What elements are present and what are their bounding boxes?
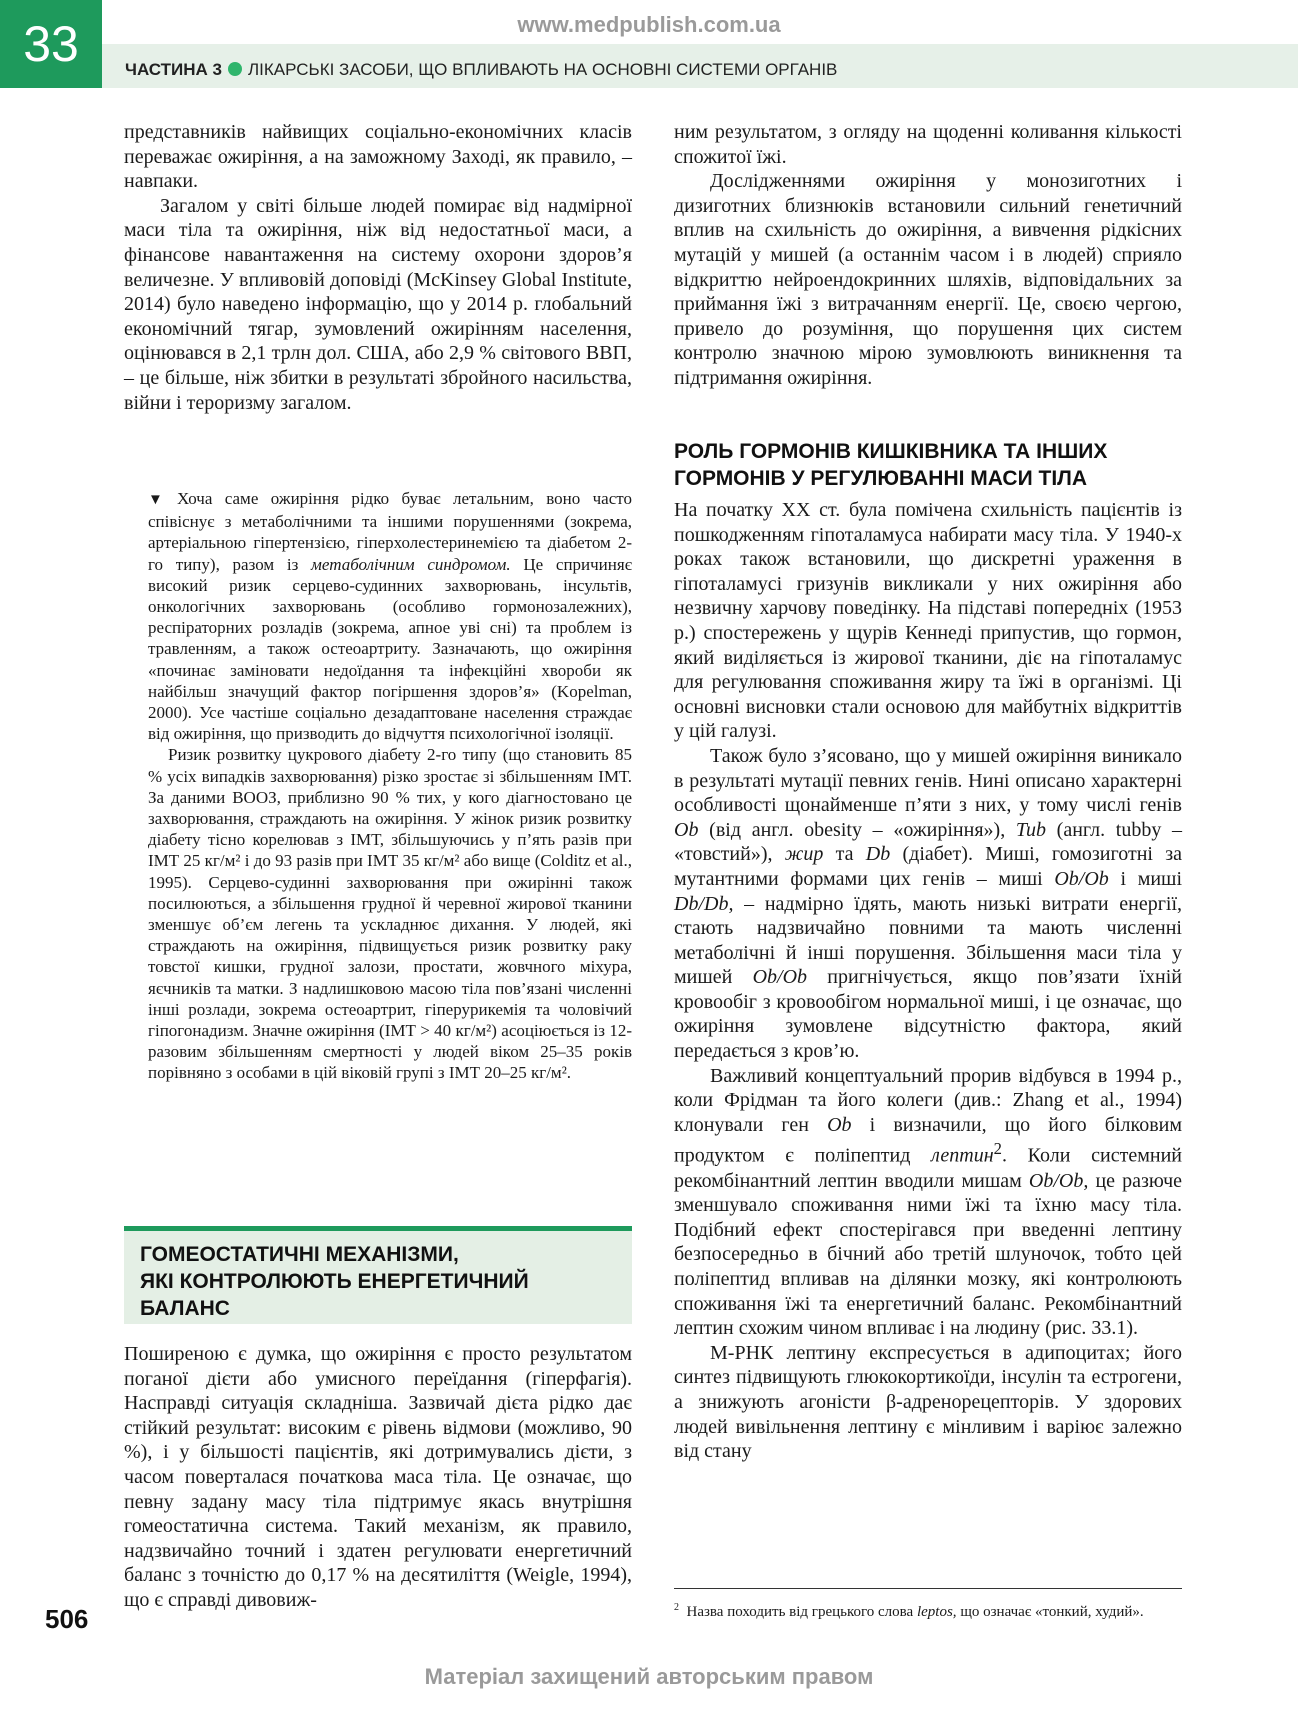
footnote-number: 2 [674, 1602, 679, 1613]
watermark-bottom: Матеріал захищений авторським правом [424, 1664, 874, 1689]
right-section-heading [674, 438, 1182, 492]
running-head-title: ЛІКАРСЬКІ ЗАСОБИ, ЩО ВПЛИВАЮТЬ НА ОСНОВНІ СИСТЕМИ ОРГАНІВ [248, 60, 838, 79]
right-heading-line-1: РОЛЬ ГОРМОНІВ КИШКІВНИКА ТА ІНШИХ [674, 440, 1108, 463]
right-paragraph-6: М-РНК лептину експресується в адипоцитах; його синтез підвищують глюкокортикоїди, інсулін та естрогени, а знижують агоністи β-адренорецепторів. У здорових людей вивільнення лептину є мінливим і варіює залежно від стану [674, 1341, 1182, 1463]
left-paragraph-2: Загалом у світі більше людей помирає від надмірної маси тіла та ожиріння, ніж від недостатньої маси, а фінансове навантаження на систему охорони здоров’я величезне. У впливовій доповіді (McKinsey Global Institute, 2014) було наведено інформацію, що у 2014 р. глобальний економічний тягар, зумовлений ожирінням населення, оцінювався в 2,1 трлн дол. США, або 2,9 % світового ВВП, – це більше, ніж збитки в результаті збройного насильства, війни і тероризму загалом. [124, 194, 632, 414]
bullet-dot-icon [228, 62, 242, 76]
footnote-divider [674, 1588, 1182, 1589]
right-heading-line-2: ГОРМОНІВ У РЕГУЛЮВАННІ МАСИ ТІЛА [674, 467, 1088, 490]
watermark-top: www.medpublish.com.ua [517, 12, 781, 37]
section-heading-box [124, 1226, 632, 1324]
note-paragraph-1: ▼ Хоча саме ожиріння рідко буває летальним, воно часто співіснує з метаболічними та іншими порушеннями (зокрема, артеріальною гіпертензією, гіперхолестеринемією та діабетом 2-го типу), разом із метаболічним синдромом. Це спричиняє високий ризик серцево-судинних захворювань, інсультів, онкологічних захворювань (особливо гормонозалежних), респіраторних розладів (зокрема, апное уві сні) та проблем із травленням, а також остеоартриту. Зазначають, що ожиріння «починає заміновати недоїдання та інфекційні хвороби як найбільш значущий фактор погіршення здоров’я» (Kopelman, 2000). Усе частіше соціально дезадаптоване населення страждає від ожиріння, що призводить до відчуття психологічної ізоляції. [148, 489, 632, 744]
note-italic-term: метаболічним синдромом. [311, 554, 511, 574]
chapter-number: 33 [23, 16, 79, 72]
page-number: 506 [45, 1604, 89, 1634]
chapter-number-badge [0, 0, 102, 88]
footnote-ref: 2 [993, 1139, 1002, 1159]
section-heading-line-2: ЯКІ КОНТРОЛЮЮТЬ ЕНЕРГЕТИЧНИЙ [140, 1270, 529, 1293]
right-paragraph-3: На початку ХХ ст. була помічена схильність пацієнтів із пошкодженням гіпоталамуса набирати масу тіла. У 1940-х роках також встановили, що дискретні ураження в гіпоталамусі гризунів викликали у них ожиріння або незвичну харчову поведінку. На підставі попередніх (1953 р.) спостережень у щурів Кеннеді припустив, що гормон, який виділяється із жирової тканини, діє на гіпоталамус для регулювання споживання жиру та їжі в організмі. Ці основні висновки стали основою для майбутніх відкриттів у цій галузі. [674, 499, 1182, 743]
running-head [125, 60, 837, 80]
right-paragraph-1: ним результатом, з огляду на щоденні коливання кількості спожитої їжі. [674, 121, 1182, 168]
left-column-bottom [124, 1342, 632, 1613]
right-column-top [674, 120, 1182, 391]
left-column-top [124, 120, 632, 415]
right-paragraph-5: Важливий концептуальний прорив відбувся в 1994 р., коли Фрідман та його колеги (див.: Zhang et al., 1994) клонували ген Ob і визначили, що його білковим продуктом є поліпептид лептин$^2$. Коли системний рекомбінантний лептин вводили мишам Ob/Ob, це разюче зменшувало споживання ними їжі та їхню масу тіла. Подібний ефект спостерігався при введенні лептину безпосередньо в бічний або третій шлуночок, тобто цей поліпептид впливав на ділянки мозку, які контролюють споживання їжі та енергетичний баланс. Рекомбінантний лептин схожим чином впливає і на людину (рис. 33.1). [674, 1064, 1183, 1340]
right-paragraph-4: Також було з’ясовано, що у мишей ожиріння виникало в результаті мутації певних генів. Нині описано характерні особливості щонайменше п’яти з них, у тому числі генів Ob (від англ. obesity – «ожиріння»), Tub (англ. tubby – «товстий»), жир та Db (діабет). Миші, гомозиготні за мутантними формами цих генів – миші Ob/Ob і миші Db/Db, – надмірно їдять, мають низькі витрати енергії, стають надзвичайно повними та мають численні метаболічні й інші порушення. Збільшення маси тіла у мишей Ob/Ob пригнічується, якщо пов’язати їхній кровообіг з кровообігом нормальної миші, і це означає, що ожиріння зумовлене відсутністю фактора, який передається з кров’ю. [674, 744, 1183, 1063]
note-marker-icon: ▼ [148, 492, 171, 508]
left-paragraph-1: представників найвищих соціально-економічних класів переважає ожиріння, а на заможному Заході, як правило, – навпаки. [124, 121, 632, 193]
section-heading-line-1: ГОМЕОСТАТИЧНІ МЕХАНІЗМИ, [140, 1243, 459, 1266]
running-head-part: ЧАСТИНА 3 [125, 60, 222, 79]
left-paragraph-3: Поширеною є думка, що ожиріння є просто результатом поганої дієти або умисного переїдання (гіперфагія). Насправді ситуація складніша. Зазвичай дієта рідко дає стійкий результат: високим є рівень відмови (можливо, 90 %), і у більшості пацієнтів, які дотримувались дієти, з часом поверталася початкова маса тіла. Це означає, що певну задану масу тіла підтримує якась внутрішня гомеостатична система. Такий механізм, як правило, надзвичайно точний і здатен регулювати енергетичний баланс з точністю до 0,17 % на десятиліття (Weigle, 1994), що є справді дивовиж- [124, 1343, 632, 1611]
right-paragraph-2: Дослідженнями ожиріння у монозиготних і дизиготних близнюків встановили сильний генетичний вплив на схильність до ожиріння, а вивчення рідкісних мутацій у мишей (а останнім часом і в людей) сприяло відкриттю нейроендокринних шляхів, відповідальних за приймання їжі з витрачанням енергії. Це, своєю чергою, привело до розуміння, що порушення цих систем контролю значною мірою зумовлюють виникнення та підтримання ожиріння. [674, 170, 1182, 389]
footnote: $^2$ Назва походить від грецького слова leptos, що означає «тонкий, худий». [674, 1602, 1144, 1620]
note-paragraph-2: Ризик розвитку цукрового діабету 2-го типу (що становить 85 % усіх випадків захворювання) різко зростає зі збільшенням ІМТ. За даними ВООЗ, приблизно 90 % тих, у кого діагностовано це захворювання, страждають на ожиріння. У жінок ризик розвитку діабету тісно корелював з ІМТ, збільшуючись у п’ять разів при ІМТ 25 кг/м² і до 93 разів при ІМТ 35 кг/м² або вище (Colditz et al., 1995). Серцево-судинні захворювання при ожирінні також посилюються, а збільшення грудної й черевної жирової тканини зменшує об’єм легень та ускладнює дихання. У людей, які страждають на ожиріння, підвищується ризик розвитку раку товстої кишки, грудної залози, простати, жовчного міхура, яєчників та матки. З надлишковою масою тіла пов’язані численні інші розлади, зокрема остеоартрит, гіперурикемія та чоловічий гіпогонадизм. Значне ожиріння (ІМТ > 40 кг/м²) асоціюється із 12-разовим збільшенням смертності у людей віком 25–35 років порівняно з особами в цій віковій групі з ІМТ 20–25 кг/м². [148, 745, 632, 1083]
right-column-bottom [674, 498, 1182, 1464]
left-note-block [148, 488, 632, 1084]
section-heading-line-3: БАЛАНС [140, 1297, 230, 1320]
